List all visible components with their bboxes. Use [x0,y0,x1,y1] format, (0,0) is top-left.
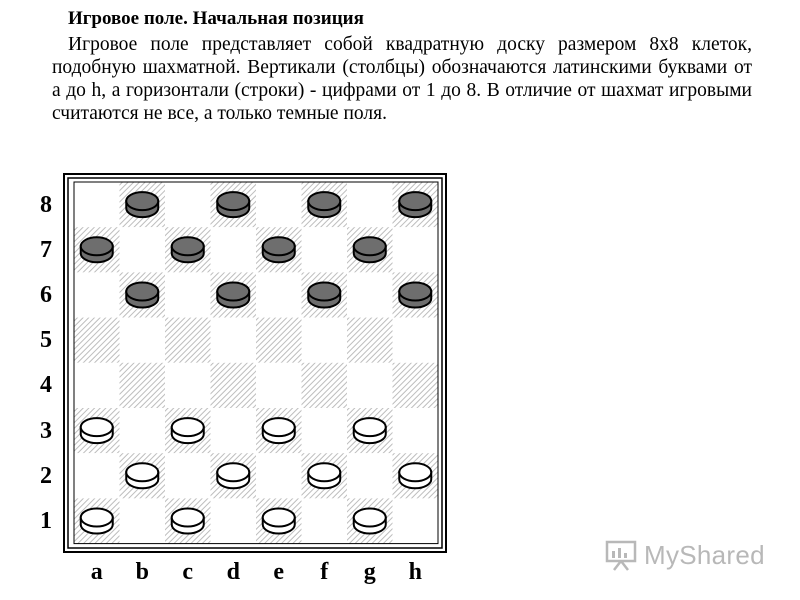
square-g5 [347,318,393,363]
dark-piece-h8 [399,192,431,217]
rank-label-4: 4 [40,372,52,399]
square-h4 [393,363,439,408]
file-label-c: c [182,559,194,585]
file-label-g: g [363,559,376,585]
square-f5 [302,318,348,363]
light-piece-f2 [308,463,340,488]
square-b4 [120,363,166,408]
light-piece-c3 [172,418,204,443]
square-b1 [120,498,166,543]
light-piece-a1 [81,509,113,534]
square-f4 [302,363,348,408]
square-f7 [302,227,348,272]
square-b5 [120,318,166,363]
file-label-a: a [90,559,103,585]
square-b7 [120,227,166,272]
presentation-board-icon [604,538,638,572]
checkers-board [63,173,447,553]
square-e8 [256,182,302,227]
watermark-text: MyShared [644,539,765,570]
rank-label-5: 5 [40,327,52,354]
dark-piece-c7 [172,237,204,262]
square-h7 [393,227,439,272]
square-a4 [74,363,120,408]
square-g2 [347,453,393,498]
light-piece-b2 [126,463,158,488]
dark-piece-f8 [308,192,340,217]
body-paragraph: Игровое поле представляет собой квадратную доску размером 8x8 клеток, подобную шахматной. Вертикали (столбцы) обозначаются латинскими буквами от a до h, а горизонтали (строки) - цифрами от 1 до 8. В отличие от шахмат игровыми считаются не все, а только темные поля. [52,34,752,124]
square-f1 [302,498,348,543]
light-piece-g1 [354,509,386,534]
dark-piece-h6 [399,283,431,308]
rank-label-3: 3 [40,417,52,444]
square-c8 [165,182,211,227]
square-a5 [74,318,120,363]
square-b3 [120,408,166,453]
square-d1 [211,498,257,543]
light-piece-a3 [81,418,113,443]
light-piece-e1 [263,509,295,534]
square-e6 [256,272,302,317]
file-label-d: d [226,559,240,585]
dark-piece-f6 [308,283,340,308]
square-h5 [393,318,439,363]
file-label-e: e [273,559,285,585]
square-g8 [347,182,393,227]
light-piece-g3 [354,418,386,443]
board-graphic [63,173,447,553]
light-piece-c1 [172,509,204,534]
rank-label-7: 7 [40,236,52,263]
square-d3 [211,408,257,453]
square-f3 [302,408,348,453]
square-c4 [165,363,211,408]
square-c5 [165,318,211,363]
file-label-h: h [408,559,422,585]
dark-piece-b8 [126,192,158,217]
dark-piece-b6 [126,283,158,308]
square-d5 [211,318,257,363]
dark-piece-e7 [263,237,295,262]
rank-label-1: 1 [40,508,52,534]
light-piece-e3 [263,418,295,443]
light-piece-h2 [399,463,431,488]
dark-piece-a7 [81,237,113,262]
square-h1 [393,498,439,543]
square-c2 [165,453,211,498]
square-d7 [211,227,257,272]
square-g4 [347,363,393,408]
square-a6 [74,272,120,317]
light-piece-d2 [217,463,249,488]
square-c6 [165,272,211,317]
watermark [604,535,765,575]
square-e2 [256,453,302,498]
square-a2 [74,453,120,498]
rank-label-6: 6 [40,282,52,308]
section-title: Игровое поле. Начальная позиция [68,8,364,29]
rank-label-8: 8 [40,191,52,218]
rank-label-2: 2 [40,462,52,489]
square-e5 [256,318,302,363]
dark-piece-g7 [354,237,386,262]
square-d4 [211,363,257,408]
dark-piece-d8 [217,192,249,217]
square-a8 [74,182,120,227]
square-e4 [256,363,302,408]
file-label-b: b [135,559,149,585]
square-g6 [347,272,393,317]
square-h3 [393,408,439,453]
file-label-f: f [320,559,329,585]
dark-piece-d6 [217,283,249,308]
